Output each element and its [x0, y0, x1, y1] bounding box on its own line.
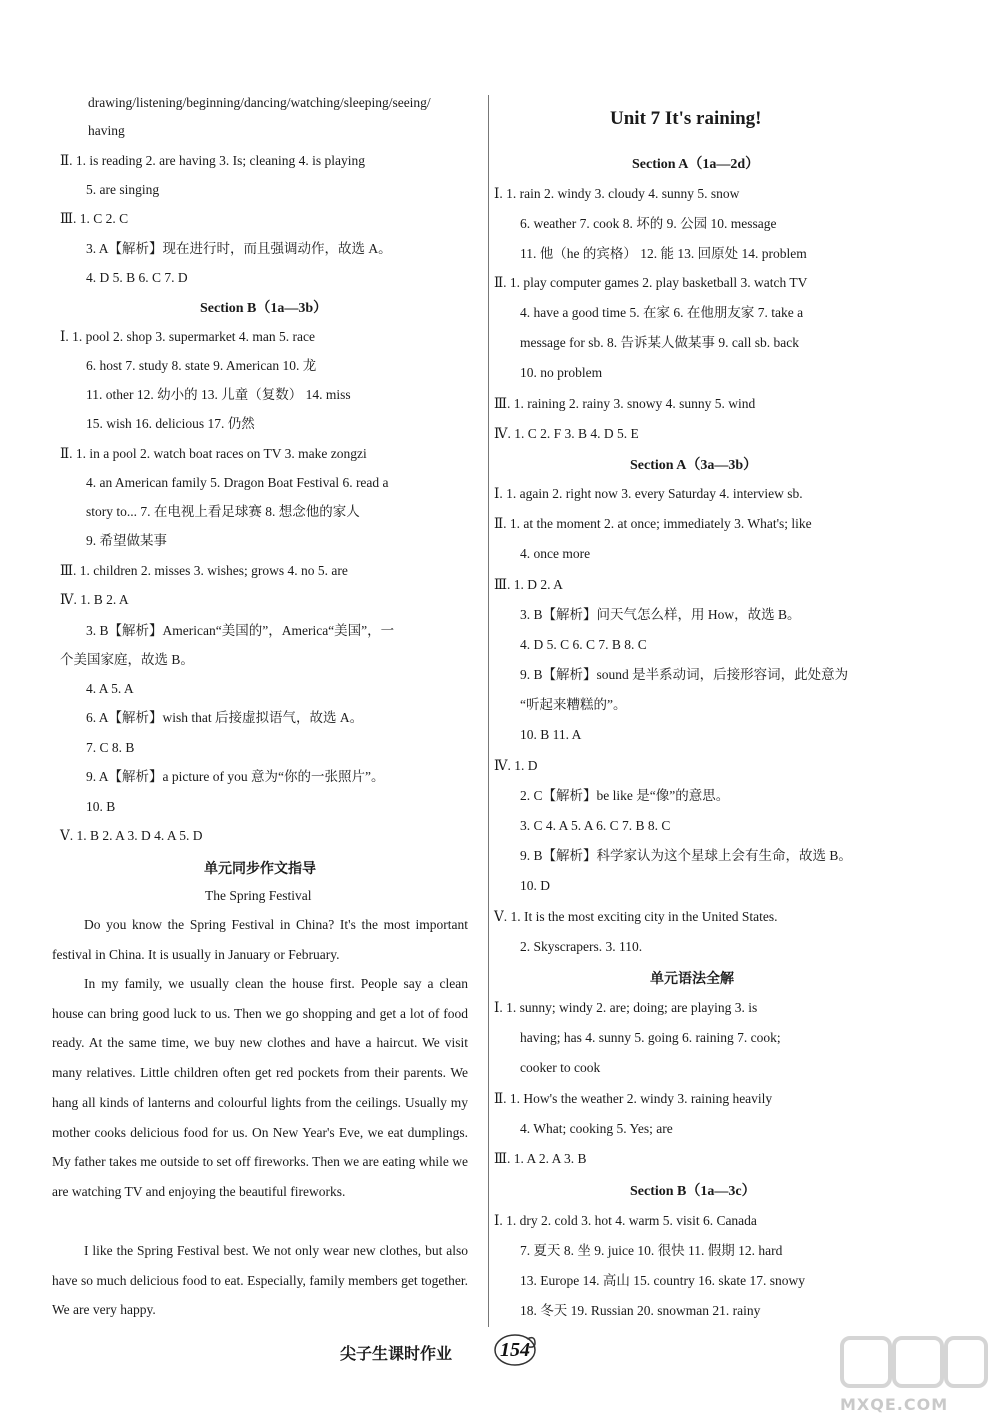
answer-line: 9. B【解析】科学家认为这个星球上会有生命，故选 B。 [520, 848, 852, 863]
answer-line: Ⅲ. 1. D 2. A [494, 577, 563, 592]
answer-line: Ⅳ. 1. C 2. F 3. B 4. D 5. E [494, 426, 639, 441]
answer-line: 2. Skyscrapers. 3. 110. [520, 939, 643, 954]
essay-paragraph: Do you know the Spring Festival in China? It's the most important festival in China. It is usually in January or February. [52, 917, 468, 962]
answer-line: 4. What; cooking 5. Yes; are [520, 1121, 673, 1136]
answer-line: 4. once more [520, 546, 591, 561]
answer-line: 4. A 5. A [86, 681, 134, 696]
watermark-box-icon [840, 1336, 892, 1388]
section-heading: Section A（1a—2d） [632, 157, 760, 172]
answer-line: 5. are singing [86, 182, 160, 197]
answer-line: Ⅱ. 1. at the moment 2. at once; immediately 3. What's; like [494, 516, 812, 531]
answer-line: 11. other 12. 幼小的 13. 儿童（复数） 14. miss [86, 387, 351, 402]
answer-line: Ⅱ. 1. in a pool 2. watch boat races on TV 3. make zongzi [60, 446, 367, 461]
watermark-text: MXQE.COM [840, 1395, 949, 1414]
answer-line: 个美国家庭，故选 B。 [60, 652, 194, 667]
answer-line: Ⅴ. 1. It is the most exciting city in the United States. [494, 909, 778, 924]
book-title: 尖子生课时作业 [340, 1344, 453, 1363]
answer-line: 3. B【解析】问天气怎么样，用 How，故选 B。 [520, 607, 801, 622]
answer-line: Ⅱ. 1. play computer games 2. play basketball 3. watch TV [494, 275, 808, 290]
essay-title: The Spring Festival [205, 888, 312, 903]
answer-line: Ⅲ. 1. raining 2. rainy 3. snowy 4. sunny 5. wind [494, 396, 756, 411]
answer-line: Ⅰ. 1. rain 2. windy 3. cloudy 4. sunny 5. snow [494, 186, 740, 201]
grammar-heading: 单元语法全解 [650, 972, 734, 987]
answer-line: 15. wish 16. delicious 17. 仍然 [86, 416, 255, 431]
answer-line: 9. A【解析】a picture of you 意为“你的一张照片”。 [86, 769, 385, 784]
answer-line: 3. A【解析】现在进行时，而且强调动作，故选 A。 [86, 241, 392, 256]
answer-line: Ⅴ. 1. B 2. A 3. D 4. A 5. D [60, 828, 203, 843]
answer-line: Ⅲ. 1. C 2. C [60, 211, 129, 226]
answer-line: 4. an American family 5. Dragon Boat Festival 6. read a [86, 475, 389, 490]
essay-paragraph: I like the Spring Festival best. We not only wear new clothes, but also have so much delicious food to eat. Especially, family members get together. We are very happy. [52, 1243, 468, 1318]
answer-line: 9. B【解析】sound 是半系动词，后接形容词，此处意为 [520, 667, 849, 682]
answer-line: having [88, 123, 125, 138]
column-divider [488, 95, 489, 1327]
answer-line: Ⅰ. 1. again 2. right now 3. every Saturday 4. interview sb. [494, 486, 803, 501]
answer-line: Ⅱ. 1. is reading 2. are having 3. Is; cleaning 4. is playing [60, 153, 365, 168]
watermark-box-icon [944, 1336, 988, 1388]
answer-line: “听起来糟糕的”。 [520, 697, 627, 712]
answer-line: 3. C 4. A 5. A 6. C 7. B 8. C [520, 818, 671, 833]
answer-line: cooker to cook [520, 1060, 601, 1075]
answer-line: 4. D 5. B 6. C 7. D [86, 270, 188, 285]
unit-title: Unit 7 It's raining! [610, 108, 762, 129]
answer-line: 4. have a good time 5. 在家 6. 在他朋友家 7. take a [520, 305, 804, 320]
answer-line: 6. weather 7. cook 8. 坏的 9. 公园 10. message [520, 216, 777, 231]
page-number: 154 [500, 1339, 530, 1361]
writing-heading: 单元同步作文指导 [204, 862, 316, 877]
answer-line: 9. 希望做某事 [86, 533, 167, 548]
watermark-logo [820, 1330, 990, 1415]
answer-line: 10. B 11. A [520, 727, 582, 742]
answer-line: 6. A【解析】wish that 后接虚拟语气，故选 A。 [86, 710, 364, 725]
answer-line: 4. D 5. C 6. C 7. B 8. C [520, 637, 647, 652]
answer-line: message for sb. 8. 告诉某人做某事 9. call sb. back [520, 335, 799, 350]
section-heading: Section B（1a—3b） [200, 301, 328, 316]
answer-line: 10. D [520, 878, 550, 893]
answer-line: 2. C【解析】be like 是“像”的意思。 [520, 788, 730, 803]
answer-line: Ⅰ. 1. sunny; windy 2. are; doing; are playing 3. is [494, 1000, 758, 1015]
answer-line: Ⅰ. 1. dry 2. cold 3. hot 4. warm 5. visit 6. Canada [494, 1213, 757, 1228]
page-number-badge [493, 1333, 537, 1367]
answer-line: Ⅳ. 1. B 2. A [60, 592, 129, 607]
answer-line: Ⅳ. 1. D [494, 758, 538, 773]
answer-line: Ⅱ. 1. How's the weather 2. windy 3. raining heavily [494, 1091, 773, 1106]
answer-line: 6. host 7. study 8. state 9. American 10. 龙 [86, 358, 317, 373]
answer-line: 18. 冬天 19. Russian 20. snowman 21. rainy [520, 1303, 761, 1318]
answer-line: 3. B【解析】American“美国的”，America“美国”，一 [86, 623, 395, 638]
answer-line: Ⅰ. 1. pool 2. shop 3. supermarket 4. man 5. race [60, 329, 316, 344]
answer-line: 7. C 8. B [86, 740, 135, 755]
answer-line: 10. B [86, 799, 116, 814]
answer-line: drawing/listening/beginning/dancing/watching/sleeping/seeing/ [88, 95, 431, 110]
answer-line: having; has 4. sunny 5. going 6. raining 7. cook; [520, 1030, 781, 1045]
answer-line: Ⅲ. 1. A 2. A 3. B [494, 1151, 587, 1166]
answer-line: story to... 7. 在电视上看足球赛 8. 想念他的家人 [86, 504, 360, 519]
answer-line: Ⅲ. 1. children 2. misses 3. wishes; grows 4. no 5. are [60, 563, 348, 578]
answer-line: 10. no problem [520, 365, 603, 380]
watermark-box-icon [892, 1336, 944, 1388]
essay-paragraph: In my family, we usually clean the house first. People say a clean house can bring good luck to us. Then we go shopping and get a lot of food ready. At the same time, we buy new clothes and have a haircut. We visit many relatives. Little children often get red pockets from their parents. We hang all kinds of lanterns and colourful lights from the ceilings. Usually my mother cooks delicious food for us. On New Year's Eve, we eat dumplings. My father takes me outside to set off fireworks. Then we are eating while we are watching TV and enjoying the beautiful fireworks. [52, 976, 468, 1199]
section-heading: Section A（3a—3b） [630, 458, 758, 473]
section-heading: Section B（1a—3c） [630, 1184, 756, 1199]
answer-line: 13. Europe 14. 高山 15. country 16. skate 17. snowy [520, 1273, 805, 1288]
answer-line: 7. 夏天 8. 坐 9. juice 10. 很快 11. 假期 12. hard [520, 1243, 783, 1258]
answer-line: 11. 他（he 的宾格） 12. 能 13. 回原处 14. problem [520, 246, 807, 261]
